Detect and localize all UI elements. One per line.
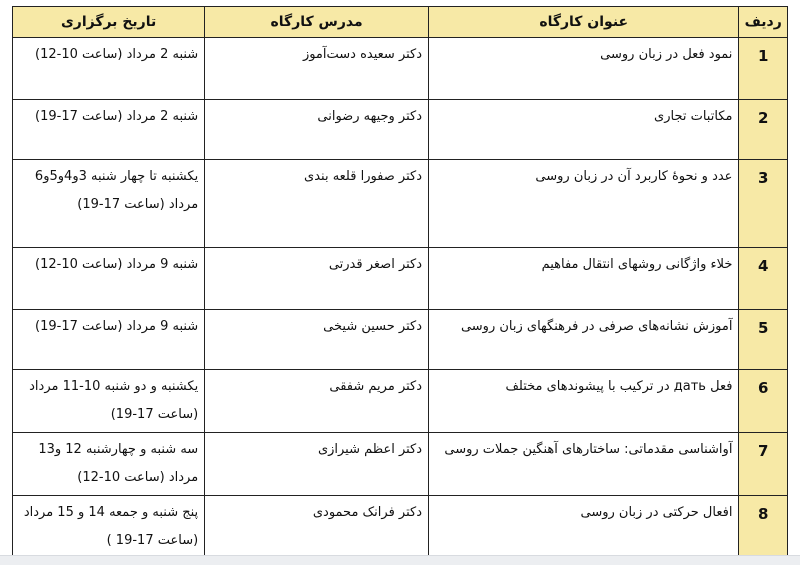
row-number: 8 (739, 496, 788, 559)
header-row (13, 7, 788, 38)
workshop-title: مکاتبات تجاری (429, 100, 739, 160)
table-row (13, 38, 788, 100)
workshop-title: نمود فعل در زبان روسی (429, 38, 739, 100)
workshop-teacher: دکتر حسین شیخی (205, 310, 429, 370)
workshop-teacher: دکتر فرانک محمودی (205, 496, 429, 559)
table-row (13, 370, 788, 433)
workshop-table (12, 6, 788, 559)
table-row (13, 496, 788, 559)
workshop-date: شنبه 9 مرداد (ساعت 10-12) (13, 248, 205, 310)
row-number: 2 (739, 100, 788, 160)
workshop-teacher: دکتر اصغر قدرتی (205, 248, 429, 310)
row-number: 7 (739, 433, 788, 496)
workshop-teacher: دکتر وجیهه رضوانی (205, 100, 429, 160)
workshop-date: یکشنبه تا چهار شنبه 3و4و5و6 مرداد (ساعت 17-19) (13, 160, 205, 248)
row-number: 4 (739, 248, 788, 310)
workshop-teacher: دکتر سعیده دست‌آموز (205, 38, 429, 100)
row-number: 3 (739, 160, 788, 248)
workshop-title: افعال حرکتی در زبان روسی (429, 496, 739, 559)
row-number: 5 (739, 310, 788, 370)
header-teacher: مدرس کارگاه (205, 7, 429, 38)
row-number: 6 (739, 370, 788, 433)
workshop-title: آموزش نشانه‌های صرفی در فرهنگهای زبان روسی (429, 310, 739, 370)
workshop-teacher: دکتر اعظم شیرازی (205, 433, 429, 496)
workshop-date: یکشنبه و دو شنبه 10-11 مرداد (ساعت 17-19) (13, 370, 205, 433)
workshop-teacher: دکتر صفورا قلعه بندی (205, 160, 429, 248)
table-row (13, 433, 788, 496)
workshop-date: شنبه 9 مرداد (ساعت 17-19) (13, 310, 205, 370)
workshop-date: شنبه 2 مرداد (ساعت 10-12) (13, 38, 205, 100)
workshop-date: سه شنبه و چهارشنبه 12 و13 مرداد (ساعت 10-12) (13, 433, 205, 496)
header-date: تاریخ برگزاری (13, 7, 205, 38)
workshop-title: خلاء واژگانی روشهای انتقال مفاهیم (429, 248, 739, 310)
table-row (13, 248, 788, 310)
table-row (13, 160, 788, 248)
header-title: عنوان کارگاه (429, 7, 739, 38)
workshop-title: فعل дать در ترکیب با پیشوندهای مختلف (429, 370, 739, 433)
table-row (13, 100, 788, 160)
workshop-date: شنبه 2 مرداد (ساعت 17-19) (13, 100, 205, 160)
header-row-number: ردیف (739, 7, 788, 38)
workshop-title: آواشناسی مقدماتی: ساختارهای آهنگین جملات روسی (429, 433, 739, 496)
workshop-title: عدد و نحوهٔ کاربرد آن در زبان روسی (429, 160, 739, 248)
workshop-teacher: دکتر مریم شفقی (205, 370, 429, 433)
workshop-date: پنج شنبه و جمعه 14 و 15 مرداد (ساعت 17-19 ) (13, 496, 205, 559)
table-row (13, 310, 788, 370)
row-number: 1 (739, 38, 788, 100)
